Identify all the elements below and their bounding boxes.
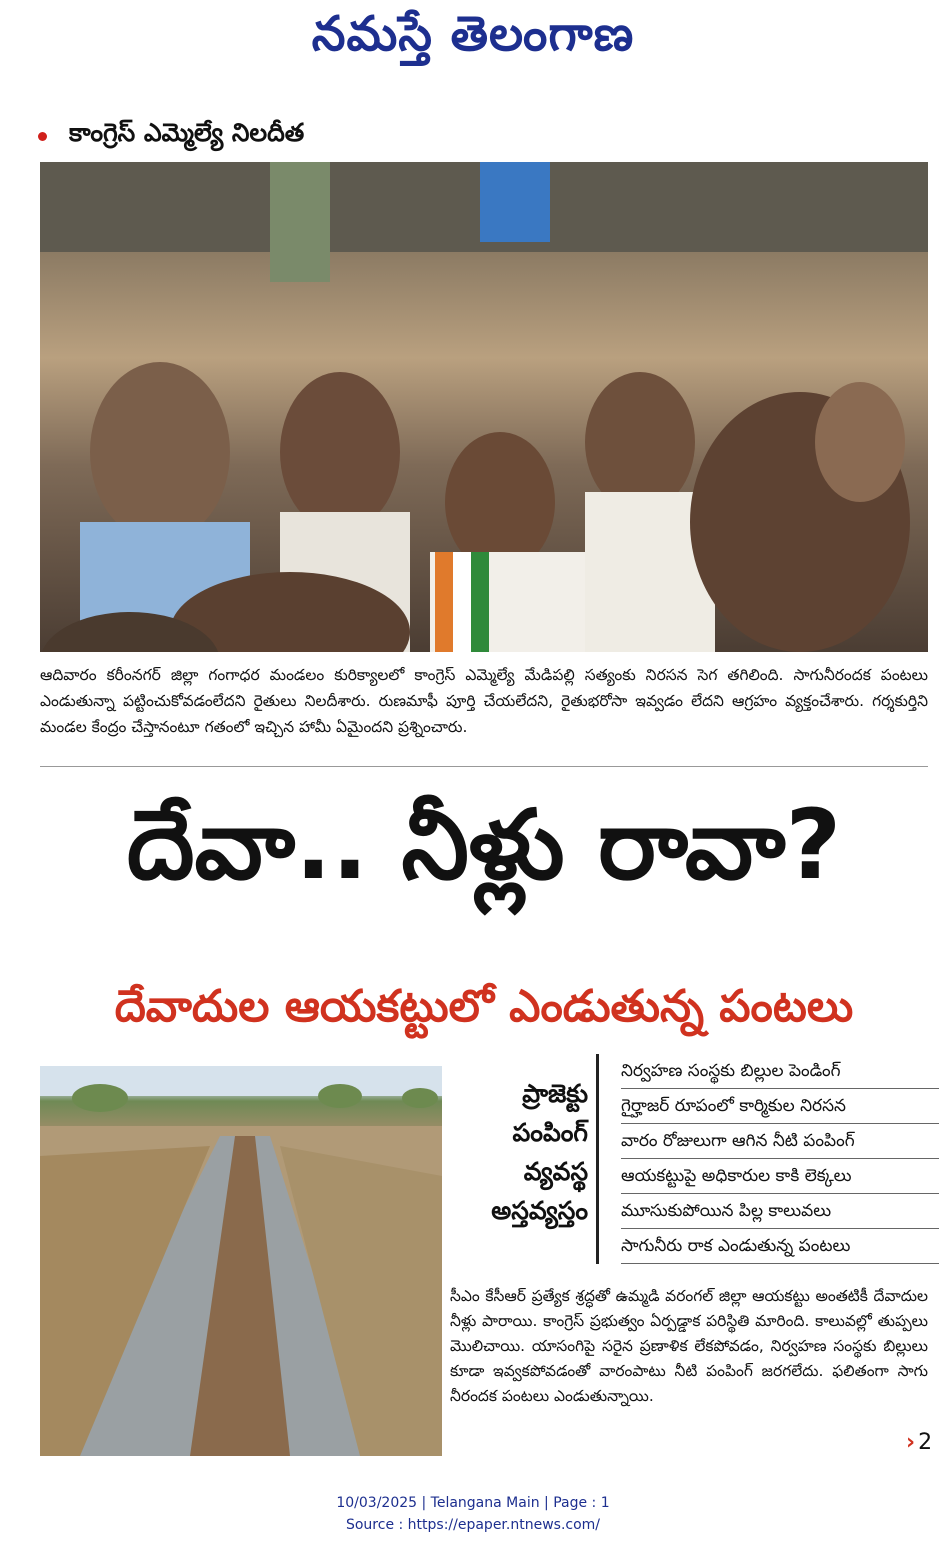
continued-page: 2 xyxy=(918,1430,933,1455)
side-heading-line: పంపింగ్ xyxy=(512,1118,588,1147)
masthead: నమస్తే తెలంగాణ xyxy=(311,6,635,62)
highlight-point: వారం రోజులుగా ఆగిన నీటి పంపింగ్ xyxy=(621,1124,939,1159)
kicker-label: కాంగ్రెస్ ఎమ్మెల్యే నిలదీత xyxy=(69,118,305,147)
highlight-points xyxy=(596,1054,939,1264)
chevron-right-icon: › xyxy=(906,1430,916,1455)
headline: దేవా.. నీళ్లు రావా? xyxy=(126,789,842,901)
side-heading-line: అస్తవ్యస్తం xyxy=(491,1196,588,1225)
side-heading xyxy=(448,1074,588,1230)
side-heading-line: వ్యవస్థ xyxy=(523,1157,588,1186)
dry-canal-illustration xyxy=(40,1066,442,1456)
article-body: సీఎం కేసీఆర్ ప్రత్యేక శ్రద్ధతో ఉమ్మడి వరంగల్ జిల్లా ఆయకట్టు అంతటికీ దేవాదుల నీళ్లు పారాయి. కాంగ్రెస్ ప్రభుత్వం ఏర్పడ్డాక పరిస్థితి మారింది. కాలువల్లో తుప్పలు మొలిచాయి. యాసంగిపై సరైన ప్రణాళిక లేకపోవడం, నిర్వహణ సంస్థకు బిల్లులు కూడా ఇవ్వకపోవడంతో వారంపాటు నీటి పంపింగ్ జరగలేదు. ఫలితంగా సాగు నీరందక పంటలు ఎండుతున్నాయి. xyxy=(450,1287,928,1405)
subheadline: దేవాదుల ఆయకట్టులో ఎండుతున్న పంటలు xyxy=(114,981,854,1032)
side-heading-line: ప్రాజెక్టు xyxy=(522,1079,588,1108)
footer-source: Source : https://epaper.ntnews.com/ xyxy=(345,1517,601,1533)
photo-caption: ఆదివారం కరీంనగర్ జిల్లా గంగాధర మండలం కురిక్యాలలో కాంగ్రెస్ ఎమ్మెల్యే మేడిపల్లి సత్యంకు నిరసన సెగ తగిలింది. సాగునీరందక పంటలు ఎండుతున్నా పట్టించుకోవడంలేదని రైతులు నిలదీశారు. రుణమాఫీ పూర్తి చేయలేదని, రైతుభరోసా ఇవ్వడం లేదని ఆగ్రహం వ్యక్తంచేశారు. గర్శకుర్తిని మండల కేంద్రం చేస్తానంటూ గతంలో ఇచ్చిన హామీ ఏమైందని ప్రశ్నించారు. xyxy=(40,666,928,736)
highlight-point: ఆయకట్టుపై అధికారుల కాకి లెక్కలు xyxy=(621,1159,939,1194)
footer-edition: 10/03/2025 | Telangana Main | Page : 1 xyxy=(336,1495,610,1511)
highlight-point: సాగునీరు రాక ఎండుతున్న పంటలు xyxy=(621,1229,939,1264)
bullet-dot-icon xyxy=(38,132,47,141)
news-photo-crowd xyxy=(40,162,928,652)
highlight-point: మూసుకుపోయిన పిల్ల కాలువలు xyxy=(621,1194,939,1229)
continued-marker xyxy=(906,1430,932,1455)
crowd-photo-illustration xyxy=(40,162,928,652)
highlight-point: గైర్హాజర్ రూపంలో కార్మికుల నిరసన xyxy=(621,1089,939,1124)
section-divider xyxy=(40,766,928,767)
highlight-point: నిర్వహణ సంస్థకు బిల్లుల పెండింగ్ xyxy=(621,1054,939,1089)
kicker xyxy=(38,118,304,154)
page-footer xyxy=(0,1492,946,1536)
news-photo-canal xyxy=(40,1066,442,1456)
